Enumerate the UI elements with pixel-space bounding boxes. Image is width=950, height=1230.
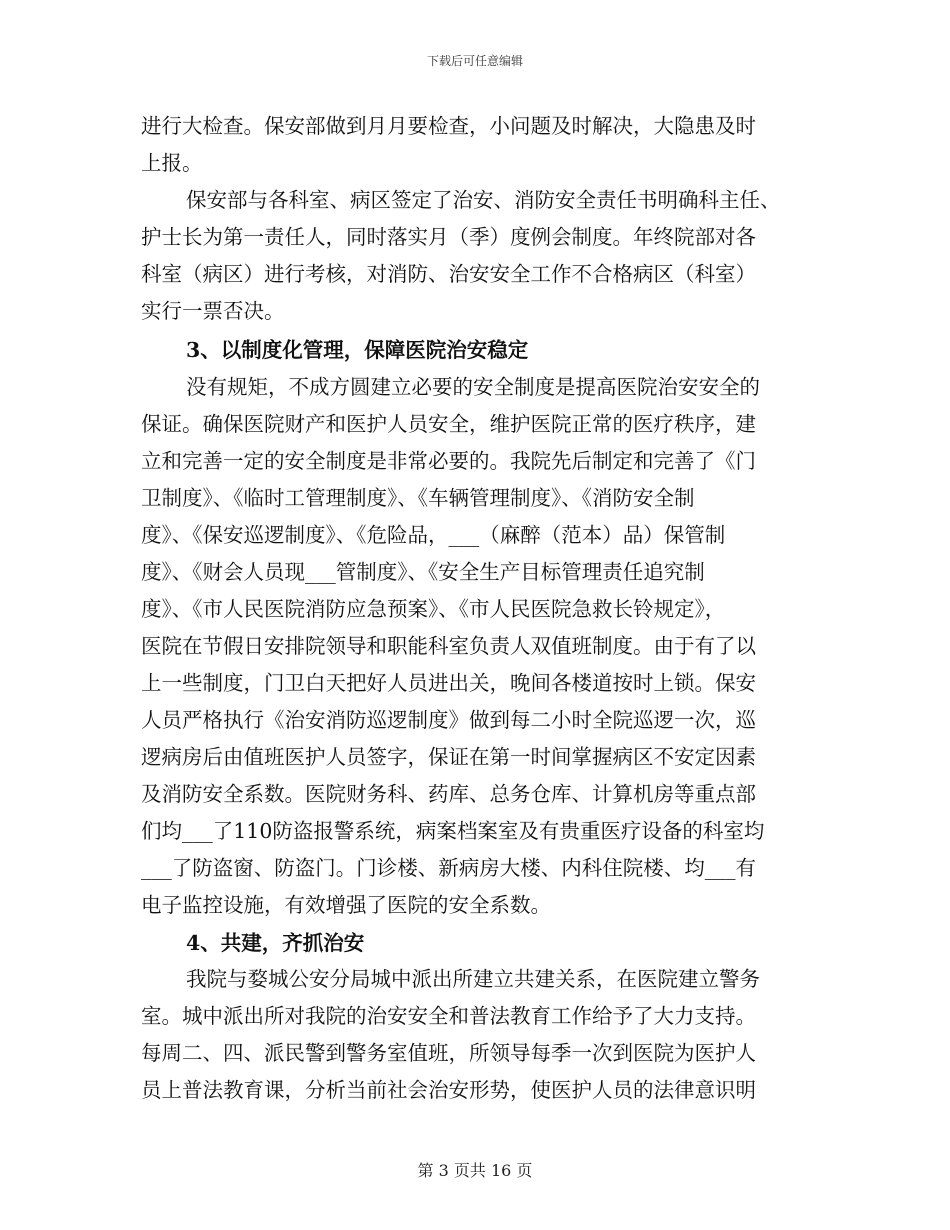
body-line: 度》、《市人民医院消防应急预案》、《市人民医院急救长铃规定》， <box>141 597 726 621</box>
body-line: 室。城中派出所对我院的治安安全和普法教育工作给予了大力支持。 <box>141 1004 756 1028</box>
body-line: 电子监控设施，有效增强了医院的安全系数。 <box>141 893 551 917</box>
page-footer: 第 3 页共 16 页 <box>417 1161 533 1180</box>
body-line: 进行大检查。保安部做到月月要检查，小问题及时解决，大隐患及时 <box>141 114 756 138</box>
body-line: 实行一票否决。 <box>141 299 285 323</box>
page-header: 下载后可任意编辑 <box>426 54 523 68</box>
paragraph-start-line: 我院与婺城公安分局城中派出所建立共建关系，在医院建立警务 <box>186 967 760 991</box>
body-line: 度》、《保安巡逻制度》、《危险品，___（麻醉（范本）品）保管制 <box>141 523 726 547</box>
body-line: 科室（病区）进行考核，对消防、治安安全工作不合格病区（科室） <box>141 262 756 286</box>
section-heading: 4、共建，齐抓治安 <box>186 931 365 955</box>
body-line: 立和完善一定的安全制度是非常必要的。我院先后制定和完善了《门 <box>141 449 756 473</box>
body-line: 们均___了110防盗报警系统，病案档案室及有贵重医疗设备的科室均 <box>141 819 765 843</box>
body-line: 度》、《财会人员现___管制度》、《安全生产目标管理责任追究制 <box>141 560 705 584</box>
section-heading: 3、以制度化管理，保障医院治安稳定 <box>186 338 529 362</box>
body-line: 上一些制度，门卫白天把好人员进出关，晚间各楼道按时上锁。保安 <box>141 671 756 695</box>
body-line: 员上普法教育课，分析当前社会治安形势，使医护人员的法律意识明 <box>141 1078 756 1102</box>
body-line: 上报。 <box>141 151 203 175</box>
body-line: 及消防安全系数。医院财务科、药库、总务仓库、计算机房等重点部 <box>141 782 756 806</box>
body-line: 每周二、四、派民警到警务室值班，所领导每季一次到医院为医护人 <box>141 1041 756 1065</box>
body-line: 人员严格执行《治安消防巡逻制度》做到每二小时全院巡逻一次，巡 <box>141 708 756 732</box>
paragraph-start-line: 没有规矩，不成方圆建立必要的安全制度是提高医院治安安全的 <box>186 375 760 399</box>
body-line: 护士长为第一责任人，同时落实月（季）度例会制度。年终院部对各 <box>141 225 756 249</box>
body-line: 保证。确保医院财产和医护人员安全，维护医院正常的医疗秩序，建 <box>141 412 756 436</box>
body-line: 医院在节假日安排院领导和职能科室负责人双值班制度。由于有了以 <box>141 634 756 658</box>
body-line: 卫制度》、《临时工管理制度》、《车辆管理制度》、《消防安全制 <box>141 486 695 510</box>
body-line: ___了防盗窗、防盗门。门诊楼、新病房大楼、内科住院楼、均___有 <box>141 856 756 880</box>
body-line: 逻病房后由值班医护人员签字，保证在第一时间掌握病区不安定因素 <box>141 745 756 769</box>
paragraph-start-line: 保安部与各科室、病区签定了治安、消防安全责任书明确科主任、 <box>186 188 781 212</box>
